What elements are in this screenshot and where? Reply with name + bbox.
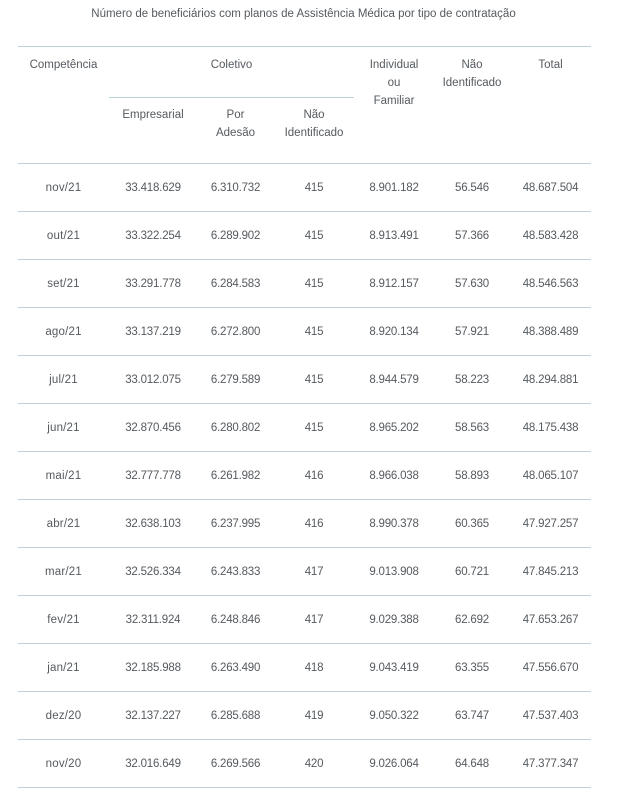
- cell-por-adesao: 6.285.688: [210, 709, 261, 722]
- cell-total: 47.653.267: [522, 613, 579, 626]
- header-coletivo: Coletivo: [109, 47, 354, 98]
- cell-nao-identificado: 62.692: [455, 613, 489, 626]
- cell-coletivo-nao-identificado: 415: [304, 373, 324, 386]
- cell-empresarial: 32.311.924: [125, 613, 181, 626]
- cell-nao-identificado: 64.648: [455, 757, 489, 770]
- cell-competencia: mai/21: [45, 469, 82, 482]
- table-row: [18, 164, 591, 212]
- cell-coletivo-nao-identificado: 417: [304, 565, 324, 578]
- table-row: [18, 692, 591, 740]
- cell-por-adesao: 6.289.902: [210, 229, 261, 242]
- cell-total: 48.687.504: [522, 181, 579, 194]
- cell-por-adesao: 6.269.566: [210, 757, 261, 770]
- cell-competencia: jul/21: [49, 373, 78, 386]
- header-total: Total: [538, 59, 563, 71]
- cell-por-adesao: 6.263.490: [210, 661, 261, 674]
- cell-total: 48.065.107: [522, 469, 579, 482]
- cell-por-adesao: 6.261.982: [210, 469, 261, 482]
- cell-por-adesao: 6.279.589: [210, 373, 261, 386]
- cell-coletivo-nao-identificado: 416: [304, 469, 324, 482]
- cell-empresarial: 32.137.227: [125, 709, 181, 722]
- table-row: [18, 260, 591, 308]
- cell-por-adesao: 6.310.732: [210, 181, 261, 194]
- cell-nao-identificado: 57.366: [455, 229, 489, 242]
- header-por-adesao: Por Adesão: [215, 109, 255, 139]
- cell-individual-familiar: 8.920.134: [369, 325, 419, 338]
- cell-total: 47.556.670: [522, 661, 579, 674]
- cell-empresarial: 33.137.219: [125, 325, 181, 338]
- header-coletivo-nao-identificado: Não Identificado: [284, 109, 344, 139]
- cell-empresarial: 32.870.456: [125, 421, 181, 434]
- table-row: [18, 308, 591, 356]
- cell-por-adesao: 6.284.583: [210, 277, 261, 290]
- cell-individual-familiar: 9.026.064: [369, 757, 419, 770]
- header-competencia: Competência: [29, 59, 98, 71]
- cell-empresarial: 33.418.629: [125, 181, 181, 194]
- cell-coletivo-nao-identificado: 415: [304, 421, 324, 434]
- cell-individual-familiar: 8.965.202: [369, 421, 419, 434]
- cell-competencia: abr/21: [46, 517, 81, 530]
- table-row: [18, 356, 591, 404]
- cell-coletivo-nao-identificado: 417: [304, 613, 324, 626]
- table-header: [18, 47, 591, 164]
- cell-competencia: nov/21: [45, 181, 82, 194]
- cell-coletivo-nao-identificado: 419: [304, 709, 324, 722]
- cell-coletivo-nao-identificado: 418: [304, 661, 324, 674]
- header-empresarial: Empresarial: [122, 109, 184, 121]
- cell-nao-identificado: 58.563: [455, 421, 489, 434]
- cell-por-adesao: 6.280.802: [210, 421, 261, 434]
- cell-nao-identificado: 60.721: [455, 565, 489, 578]
- cell-nao-identificado: 57.921: [455, 325, 489, 338]
- cell-total: 48.175.438: [522, 421, 579, 434]
- cell-competencia: mar/21: [45, 565, 82, 578]
- cell-individual-familiar: 9.029.388: [369, 613, 419, 626]
- table-row: [18, 740, 591, 788]
- cell-individual-familiar: 9.050.322: [369, 709, 419, 722]
- cell-nao-identificado: 56.546: [455, 181, 489, 194]
- cell-empresarial: 32.777.778: [125, 469, 181, 482]
- cell-nao-identificado: 63.355: [455, 661, 489, 674]
- cell-coletivo-nao-identificado: 415: [304, 325, 324, 338]
- cell-individual-familiar: 8.990.378: [369, 517, 419, 530]
- cell-empresarial: 33.322.254: [125, 229, 181, 242]
- cell-competencia: jun/21: [47, 421, 80, 434]
- table-caption: Número de beneficiários com planos de Assistência Médica por tipo de contratação: [91, 8, 516, 20]
- cell-empresarial: 32.638.103: [125, 517, 181, 530]
- cell-coletivo-nao-identificado: 416: [304, 517, 324, 530]
- cell-empresarial: 33.291.778: [125, 277, 181, 290]
- cell-coletivo-nao-identificado: 415: [304, 229, 324, 242]
- cell-competencia: fev/21: [47, 613, 80, 626]
- cell-competencia: set/21: [47, 277, 80, 290]
- cell-total: 47.927.257: [522, 517, 579, 530]
- cell-nao-identificado: 63.747: [455, 709, 489, 722]
- cell-individual-familiar: 8.944.579: [369, 373, 419, 386]
- beneficiaries-table: [18, 46, 591, 788]
- cell-nao-identificado: 57.630: [455, 277, 489, 290]
- table-row: [18, 548, 591, 596]
- cell-total: 48.294.881: [522, 373, 579, 386]
- cell-coletivo-nao-identificado: 415: [304, 277, 324, 290]
- table-row: [18, 452, 591, 500]
- cell-por-adesao: 6.243.833: [210, 565, 261, 578]
- cell-empresarial: 32.016.649: [125, 757, 181, 770]
- header-individual-familiar: Individual ou Familiar: [369, 59, 419, 107]
- cell-competencia: dez/20: [45, 709, 82, 722]
- table-body: [18, 164, 591, 788]
- cell-por-adesao: 6.248.846: [210, 613, 261, 626]
- table-row: [18, 404, 591, 452]
- cell-coletivo-nao-identificado: 415: [304, 181, 324, 194]
- cell-total: 48.388.489: [522, 325, 579, 338]
- cell-empresarial: 32.185.988: [125, 661, 181, 674]
- cell-total: 47.845.213: [522, 565, 579, 578]
- cell-nao-identificado: 60.365: [455, 517, 489, 530]
- cell-nao-identificado: 58.893: [455, 469, 489, 482]
- cell-empresarial: 32.526.334: [125, 565, 181, 578]
- cell-coletivo-nao-identificado: 420: [304, 757, 324, 770]
- cell-por-adesao: 6.272.800: [210, 325, 261, 338]
- cell-por-adesao: 6.237.995: [210, 517, 261, 530]
- cell-individual-familiar: 9.043.419: [369, 661, 419, 674]
- cell-competencia: jan/21: [47, 661, 80, 674]
- cell-competencia: ago/21: [45, 325, 82, 338]
- cell-empresarial: 33.012.075: [125, 373, 181, 386]
- table-row: [18, 500, 591, 548]
- header-nao-identificado: Não Identificado: [442, 59, 502, 89]
- cell-total: 48.546.563: [522, 277, 579, 290]
- cell-nao-identificado: 58.223: [455, 373, 489, 386]
- cell-individual-familiar: 8.901.182: [369, 181, 419, 194]
- cell-individual-familiar: 8.966.038: [369, 469, 419, 482]
- cell-total: 47.377.347: [522, 757, 579, 770]
- table-row: [18, 644, 591, 692]
- cell-individual-familiar: 8.912.157: [369, 277, 419, 290]
- cell-total: 48.583.428: [522, 229, 579, 242]
- cell-competencia: out/21: [46, 229, 81, 242]
- cell-individual-familiar: 8.913.491: [369, 229, 419, 242]
- table-row: [18, 212, 591, 260]
- cell-competencia: nov/20: [45, 757, 82, 770]
- table-row: [18, 596, 591, 644]
- cell-individual-familiar: 9.013.908: [369, 565, 419, 578]
- cell-total: 47.537.403: [522, 709, 579, 722]
